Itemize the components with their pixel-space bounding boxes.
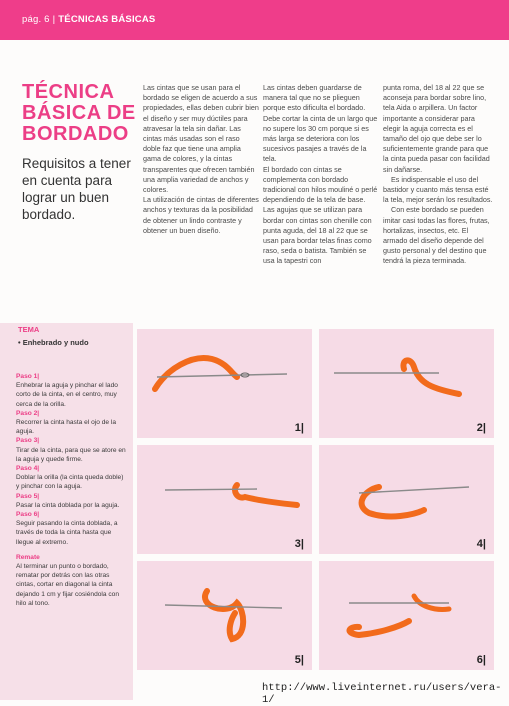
body-column-2	[263, 83, 379, 267]
step-photo-1	[137, 329, 312, 438]
paragraph: El bordado con cintas se complementa con bordado tradicional con hilos mouliné o perlé dependiendo de la tela de base.	[263, 164, 378, 205]
step-text: Seguir pasando la cinta doblada, a través de toda la cinta hasta que llegue al extremo.	[16, 520, 118, 546]
page-number: pág. 6	[22, 14, 50, 25]
step-text: Pasar la cinta doblada por la aguja.	[16, 501, 120, 509]
step-text: Recorrer la cinta hasta el ojo de la aguja.	[16, 419, 117, 436]
paragraph: Con este bordado se pueden imitar casi todas las flores, frutas, hortalizas, insectos, etc. El armado del diseño depende del gusto personal y del destino que tendrá la pieza terminada.	[383, 205, 490, 266]
body-column-3	[383, 83, 493, 267]
step-label: Paso 3|	[16, 437, 40, 445]
photo-number: 4|	[476, 538, 486, 550]
steps-list	[16, 372, 128, 608]
title-line-1: TÉCNICA	[22, 81, 115, 103]
watermark-url: http://www.liveinternet.ru/users/vera-1/	[262, 682, 502, 706]
photo-number: 2|	[476, 422, 486, 434]
title-line-2: BÁSICA DE	[22, 102, 136, 124]
paragraph: Es indispensable el uso del bastidor y cuanto más tensa esté la tela, mejor serán los resultados.	[383, 174, 493, 205]
tema-label: TEMA	[18, 325, 40, 334]
remate-text: Al terminar un punto o bordado, rematar por detrás con las otras cintas, cortar en diagonal la cinta dejando 1 cm y fijar cosiéndola con hilo al tono.	[16, 563, 119, 607]
article-subtitle: Requisitos a tener en cuenta para lograr un buen bordado.	[22, 156, 131, 222]
article-title	[22, 82, 137, 145]
paragraph: punta roma, del 18 al 22 que se aconseja para bordar sobre lino, tela Aida o arpillera. Un factor importante a considerar para elegir la aguja correcta es el tamaño del ojo que debe ser lo suficientemente grande para que la cinta pueda pasar con facilidad sin dañarse.	[383, 83, 490, 174]
step-photo-6	[319, 561, 494, 670]
page-header-bar	[0, 0, 509, 40]
photo-number: 3|	[294, 538, 304, 550]
section-title: TÉCNICAS BÁSICAS	[58, 14, 156, 25]
photo-number: 6|	[476, 654, 486, 666]
step-text: Tirar de la cinta, para que se atore en la aguja y quede firme.	[16, 446, 126, 463]
body-column-1	[143, 83, 259, 236]
step-label: Paso 2|	[16, 409, 40, 417]
title-line-3: BORDADO	[22, 123, 129, 145]
step-text: Enhebrar la aguja y pinchar el lado corto de la cinta, en el centro, muy cerca de la orilla.	[16, 382, 118, 408]
step-photo-4	[319, 445, 494, 554]
step-text: Doblar la orilla (la cinta queda doble) y pinchar con la aguja.	[16, 474, 124, 491]
photo-number: 1|	[294, 422, 304, 434]
header-text: pág. 6 | TÉCNICAS BÁSICAS	[22, 14, 156, 25]
step-label: Paso 6|	[16, 511, 40, 519]
step-label: Paso 5|	[16, 492, 40, 500]
step-label: Paso 4|	[16, 465, 40, 473]
paragraph: Las cintas deben guardarse de manera tal que no se plieguen porque esto dificulta el bordado. Debe cortar la cinta de un largo que no supere los 30 cm porque si es más larga se deteriora con los sucesivos pasajes a través de la tela.	[263, 83, 378, 164]
paragraph: La utilización de cintas de diferentes anchos y texturas da la posibilidad de obtener un lindo contraste y obtener un buen diseño.	[143, 195, 259, 235]
step-photo-3	[137, 445, 312, 554]
step-photo-2	[319, 329, 494, 438]
photo-number: 5|	[294, 654, 304, 666]
remate-label: Remate	[16, 553, 40, 561]
step-photo-5	[137, 561, 312, 670]
paragraph: Las agujas que se utilizan para bordar con cintas son chenille con punta aguda, del 18 al 22 que se usan para bordar telas finas como raso, seda o batista. También se usa la tapestri con	[263, 205, 372, 266]
paragraph: Las cintas que se usan para el bordado se eligen de acuerdo a sus propiedades, ellas deben cubrir bien el diseño y ser muy dúctiles para atravesar la tela sin dañar. Las cintas más usadas son el raso doble faz que tiene una amplia gama de colores, y la cintas transparentes que ofrecen también una amplia variedad de anchos y colores.	[143, 83, 259, 195]
tema-item: • Enhebrado y nudo	[18, 338, 89, 347]
step-label: Paso 1|	[16, 373, 40, 380]
